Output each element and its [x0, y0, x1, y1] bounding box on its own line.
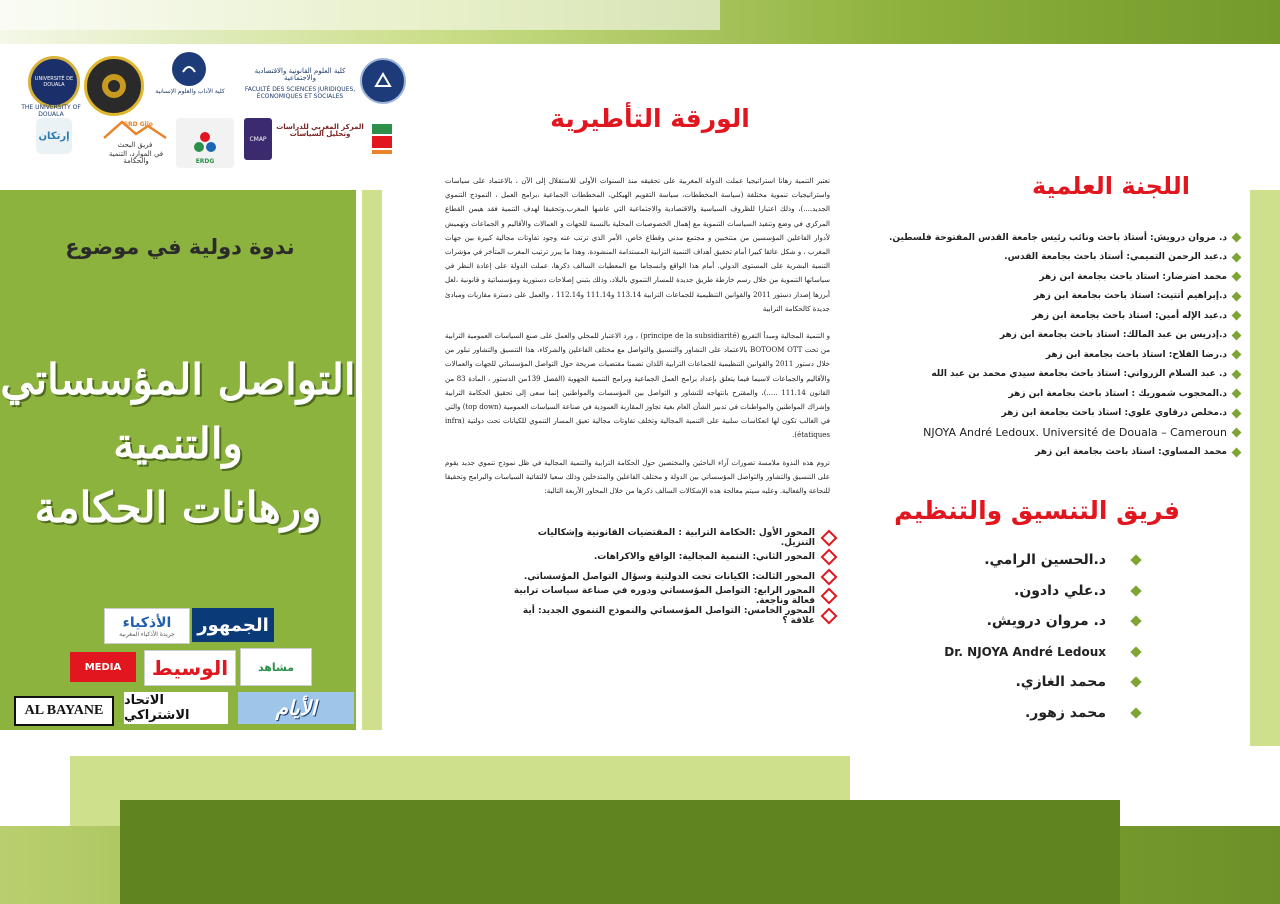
diamond-bullet-icon: [821, 549, 838, 566]
green-bullet-icon: [1232, 389, 1242, 399]
seminar-theme: [0, 348, 356, 540]
team-member: د.علي دادون.: [930, 576, 1140, 607]
committee-member: د.إدريس بن عبد المالك: استاذ باحث بجامعة ابن زهر: [880, 326, 1240, 346]
green-bullet-icon: [1232, 233, 1242, 243]
theme-line-3: ورهانات الحكامة: [34, 483, 322, 532]
team-member: محمد زهور.: [930, 698, 1140, 729]
axis-item: المحور الخامس: التواصل المؤسساتي والنموذج التنموي الجديد: أية علاقة ؟: [505, 606, 835, 626]
committee-list: [880, 228, 1240, 462]
aljamhour-press-logo: الجمهور: [192, 608, 274, 642]
green-bullet-icon: [1232, 311, 1242, 321]
concept-paper-body: [445, 174, 830, 511]
albayane-press-logo: AL BAYANE: [14, 696, 114, 726]
team-member: د. مروان درويش.: [930, 606, 1140, 637]
committee-member: محمد المساوي: استاذ باحث بجامعة ابن زهر: [880, 443, 1240, 463]
green-bullet-icon: [1130, 646, 1141, 657]
committee-member: د.إبراهيم أتتيت: استاذ باحث بجامعة ابن زهر: [880, 287, 1240, 307]
axis-item: المحور الثاني: التنمية المجالية: الواقع والاكراهات.: [505, 548, 835, 568]
university-douala-caption: THE UNIVERSITY OF DOUALA: [21, 104, 81, 118]
green-bullet-icon: [1130, 677, 1141, 688]
green-bullet-icon: [1232, 408, 1242, 418]
concept-paper-title: الورقة التأطيرية: [550, 104, 750, 133]
scientific-committee-title: اللجنة العلمية: [1031, 172, 1190, 200]
team-member: د.الحسين الرامي.: [930, 545, 1140, 576]
committee-member: د. مروان درويش: أستاذ باحث ونائب رئيس جامعة القدس المفتوحة فلسطين.: [880, 228, 1240, 248]
irtikan-logo: إرتكان: [36, 118, 72, 154]
committee-member: د.رضا الفلاح: استاذ باحث بجامعة ابن زهر: [880, 345, 1240, 365]
body-paragraph-1: تعتبر التنمية رهانا استراتيجيا عملت الدولة المغربية على تحقيقه منذ السنوات الأولى للاستقلال إلى الآن ، بالاعتماد على سياسات واستراتيجيات تنموية مختلفة (سياسة المخططات، سياسة التقويم الهيكلي، المخططات الجماعية ،برامج العمل ، النموذج التنموي الجديد....)، وذلك اعتبارا للظروف السياسية والاقتصادية والاجتماعية التي عاشها المغرب.وتحقيقا لهدف التنمية فقد هيمن القطاع المركزي في وضع وتنفيذ السياسات التنموية مع إهمال الخصوصيات المحلية بالنسبة للجهات و العمالات والأقاليم و الجماعات وتهميش لأدوار الفاعلين المؤسسين من منتخبين و مجتمع مدني وقطاع خاص، الأمر الذي ترتب عنه وجود تفاوتات مجالية كبيرة بين جهات المغرب ، و شكل عائقا كبيرا أمام تحقيق أهداف التنمية الترابية المستدامة المنشودة. وهذا ما يبرر ترتيب المغرب المتأخر في مؤشرات التنمية البشرية على المستوى الدولي. أمام هذا الواقع وانسجاما مع المعطيات السالف ذكرها، عملت الدولة على إعادة النظر في سياساتها التنموية من خلال رسم خارطة طريق جديدة للمسار التنموي بالبلاد، وذلك بتبني إصلاحات دستورية ومؤسساتية و قانونية ،لعل أبرزها إصدار دستور 2011 والقوانين التنظيمية للجماعات الترابية 113.14 و111.14 و112.14 ، والعمل على دسترة مقاربات ومبادئ جديدة كالحكامة الترابية: [445, 177, 830, 313]
green-bullet-icon: [1232, 330, 1242, 340]
committee-member: د.المحجوب شموريك : استاذ باحث بجامعة ابن زهر: [880, 384, 1240, 404]
axis-item: المحور الثالث: الكيانات تحت الدولتية وسؤال التواصل المؤسساتي.: [505, 567, 835, 587]
faculty-letters-caption: كلية الآداب والعلوم الإنسانية: [155, 88, 225, 95]
seminar-subtitle: ندوة دولية في موضوع: [65, 235, 295, 259]
green-bullet-icon: [1232, 350, 1242, 360]
team-list: [930, 545, 1140, 728]
diamond-bullet-icon: [821, 588, 838, 605]
faculty-law-caption-ar: كلية العلوم القانونية والاقتصادية والاجتماعية: [254, 67, 346, 82]
alwaseet-press-logo: الوسيط: [144, 650, 236, 686]
green-bullet-icon: [1232, 291, 1242, 301]
diamond-bullet-icon: [821, 529, 838, 546]
ibn-zohr-logo: [172, 52, 206, 86]
body-paragraph-3: تروم هذه الندوة ملامسة تصورات آراء الباحثين والمختصين حول الحكامة الترابية والتنمية المجالية في ظل نموذج تنموي جديد يقوم على التنسيق والتشاور والتواصل المؤسساتي بين الدولة و مختلف الفاعلين والمتدخلين وذلك سعيا لالتقائية السياسات والبرامج وتحقيقا للنجاعة والفعالية. وعليه سيتم معالجة هذه الإشكالات السالف ذكرها من خلال المحاور الأربعة التالية:: [445, 458, 830, 496]
green-bullet-icon: [1232, 447, 1242, 457]
grd-label: GRD Glio: [123, 121, 153, 128]
green-bullet-icon: [1130, 707, 1141, 718]
university-douala-logo: UNIVERSITÉ DE DOUALA: [28, 56, 80, 108]
team-member: Dr. NJOYA André Ledoux: [930, 637, 1140, 668]
committee-member: د.مخلص درقاوي علوي: استاذ باحث بجامعة ابن زهر: [880, 404, 1240, 424]
grd-caption-2: في الموارد، التنمية والحكامة: [108, 150, 164, 165]
alittihad-press-logo: الاتحاد الاشتراكي: [124, 692, 228, 724]
green-card-shadow: [362, 190, 382, 730]
theme-line-2: والتنمية: [113, 419, 243, 468]
aladhkiyaa-press-logo: الأذكياء جريدة الأذكياء المغربية: [104, 608, 190, 644]
green-bullet-icon: [1232, 369, 1242, 379]
top-band-highlight: [0, 0, 720, 30]
alayam-press-logo: الأيام: [238, 692, 354, 724]
erdg-label: ERDG: [195, 158, 215, 165]
body-paragraph-2: و التنمية المجالية ومبدأ التفريع (principe de la subsidiarité) ، ورد الاعتبار للمحلي والعمل على صنع السياسات العمومية الترابية من تحت BOTOOM OTT بالاعتماد على التشاور والتنسيق والتواصل مع مختلف الفاعلين والشركاء، هذا التنسيق والتشاور تبلور من خلال دستور 2011 والقوانين التنظيمية للجماعات الترابية اللذان تضمنا مقتضيات صريحة حول التواصل المؤسساتي للجهات والعمالات والأقاليم والجماعات لاسيما فيما يتعلق بإعداد برامج العمل الجماعية وبرامج التنمية الجهوية (الفصل 139من الدستور ، المادة 83 من القانون 111.14 .....)، والمقترح بانتهاجه للتشاور و التواصل بين المؤسسات والمواطنين إنما سعى إلى تحقيق الحكامة الترابية وإشراك المواطنين والمواطنات في تدبير الشأن العام بغية تجاوز المقاربة العمودية في صناعة السياسات العمومية (top down) والتي في الغالب تكون لها انعكاسات سلبية على التنمية المجالية وتخلف تفاوتات مجالية تعيق المسار التنموي للكيانات تحت دولتية (infra étatiques).: [445, 332, 830, 440]
theme-line-1: التواصل المؤسساتي: [0, 355, 356, 404]
right-stripe: [1250, 190, 1280, 746]
bottom-band-dark: [120, 800, 1120, 904]
diamond-bullet-icon: [821, 568, 838, 585]
mediasud-press-logo: MEDIA: [70, 652, 136, 682]
committee-member: د.عبد الرحمن التميمي: أستاذ باحث بجامعة القدس.: [880, 248, 1240, 268]
faculty-law-caption-fr: FACULTÉ DES SCIENCES JURIDIQUES, ÉCONOMIQUES ET SOCIALES: [244, 86, 356, 100]
mashahid-press-logo: مشاهد: [240, 648, 312, 686]
green-bullet-icon: [1232, 428, 1242, 438]
axis-item: المحور الأول :الحكامة الترابية : المقتضيات القانونية وإشكاليات التنزيل.: [505, 528, 835, 548]
green-bullet-icon: [1232, 272, 1242, 282]
team-member: محمد الغازي.: [930, 667, 1140, 698]
committee-member: د.عبد الإله أمين: استاذ باحث بجامعة ابن زهر: [880, 306, 1240, 326]
cmap-logo: CMAP: [244, 118, 272, 160]
organizing-team-title: فريق التنسيق والتنظيم: [894, 496, 1180, 525]
institute-logo: [370, 120, 394, 158]
green-bullet-icon: [1130, 616, 1141, 627]
green-bullet-icon: [1232, 252, 1242, 262]
faculty-law-logo: [360, 58, 406, 104]
committee-member: د. عبد السلام الزرواني: استاذ باحث بجامعة سيدي محمد بن عبد الله: [880, 365, 1240, 385]
axes-list: [505, 528, 835, 626]
diamond-bullet-icon: [821, 607, 838, 624]
axis-item: المحور الرابع: التواصل المؤسساتي ودوره في صناعة سياسات ترابية فعالة وناجعة.: [505, 587, 835, 607]
committee-member: محمد اضرضار: استاذ باحث بجامعة ابن زهر: [880, 267, 1240, 287]
centre-caption: المركز المغربي للدراسات وتحليل السياسات: [276, 123, 364, 138]
faculty-emblem-logo: [84, 56, 144, 116]
green-bullet-icon: [1130, 585, 1141, 596]
grd-caption: فريق البحث: [117, 141, 153, 149]
committee-member: NJOYA André Ledoux. Université de Douala – Cameroun: [880, 423, 1240, 443]
green-bullet-icon: [1130, 555, 1141, 566]
